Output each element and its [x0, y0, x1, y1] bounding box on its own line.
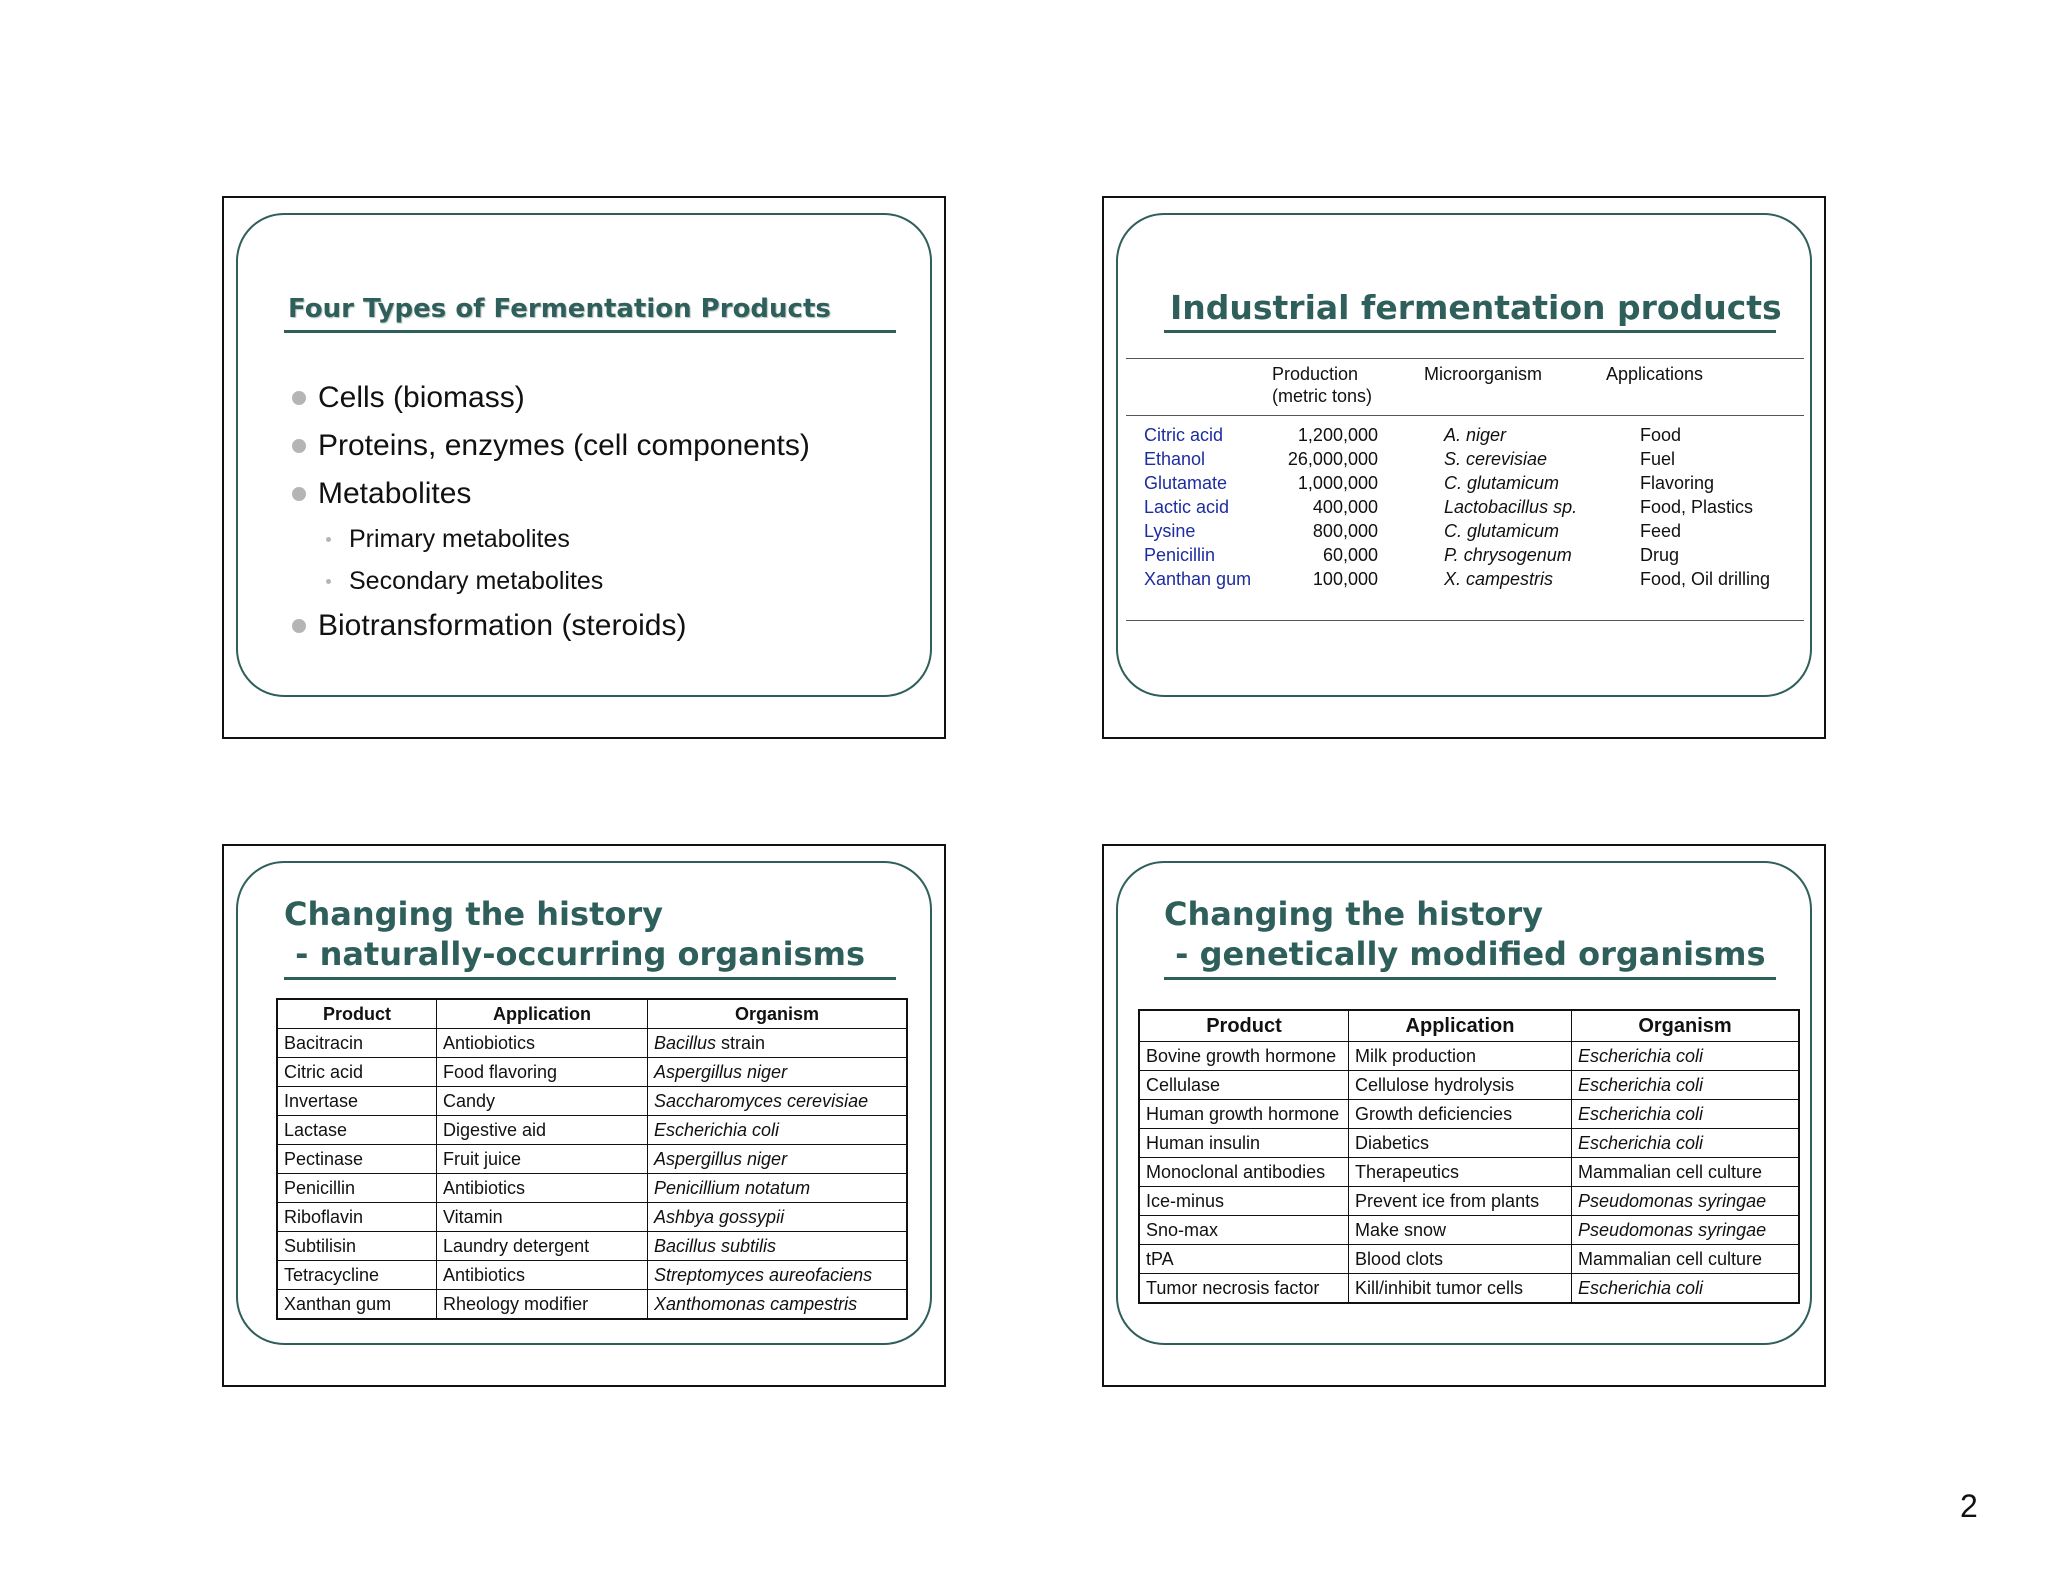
table-header-row	[277, 999, 907, 1029]
bullet-text: Cells (biomass)	[318, 381, 525, 414]
sub-bullet-item	[292, 518, 810, 560]
table-row: tPA Blood clots Mammalian cell culture	[1139, 1245, 1799, 1274]
table-header-row	[1126, 359, 1804, 416]
bullet-text: Proteins, enzymes (cell components)	[318, 429, 810, 462]
table-row: Ethanol 26,000,000 S. cerevisiae Fuel	[1144, 449, 1676, 469]
bullet-dot-icon	[292, 391, 306, 405]
slide-title	[1164, 894, 1766, 974]
sub-bullet-dot-icon	[326, 579, 331, 584]
bullet-item	[292, 374, 810, 422]
natural-organisms-table	[276, 998, 908, 1320]
header-cell: Organism	[1572, 1010, 1800, 1042]
header-cell: Production (metric tons)	[1272, 364, 1373, 406]
bullet-dot-icon	[292, 619, 306, 633]
header-cell: Application	[1349, 1010, 1572, 1042]
table-row: Tetracycline Antibiotics Streptomyces aureofaciens	[277, 1261, 907, 1290]
title-underline	[284, 977, 896, 980]
header-cell: Application	[437, 999, 648, 1029]
bullet-dot-icon	[292, 487, 306, 501]
title-line: Changing the history	[1164, 895, 1543, 933]
table-header-row	[1139, 1010, 1799, 1042]
title-underline	[1164, 330, 1776, 333]
header-cell	[1126, 359, 1266, 416]
bullet-text: Biotransformation (steroids)	[318, 609, 687, 642]
slide-title	[284, 894, 865, 974]
table-row: Penicillin 60,000 P. chrysogenum Drug	[1144, 545, 1680, 565]
slide-2	[1102, 196, 1826, 739]
bullet-text: Primary metabolites	[349, 524, 570, 553]
bullet-dot-icon	[292, 439, 306, 453]
sub-bullet-item	[292, 560, 810, 602]
industrial-products-table	[1126, 358, 1804, 621]
title-line: - genetically modified organisms	[1164, 935, 1766, 973]
header-cell: Applications	[1606, 364, 1704, 384]
slide-3	[222, 844, 946, 1387]
table-row: Human insulin Diabetics Escherichia coli	[1139, 1129, 1799, 1158]
table-row: Xanthan gum 100,000 X. campestris Food, Oil drilling	[1126, 567, 1804, 621]
slide-4	[1102, 844, 1826, 1387]
sub-bullet-dot-icon	[326, 537, 331, 542]
table-row: Cellulase Cellulose hydrolysis Escherichia coli	[1139, 1071, 1799, 1100]
title-underline	[284, 330, 896, 333]
table-row: Bacitracin Antiobiotics Bacillus strain	[277, 1029, 907, 1058]
bullet-list	[292, 374, 810, 650]
table-row: Xanthan gum Rheology modifier Xanthomonas campestris	[277, 1290, 907, 1320]
table-row: Monoclonal antibodies Therapeutics Mammalian cell culture	[1139, 1158, 1799, 1187]
bullet-item	[292, 470, 810, 518]
table-row: Bovine growth hormone Milk production Escherichia coli	[1139, 1042, 1799, 1071]
header-cell: Microorganism	[1424, 364, 1543, 384]
bullet-text: Metabolites	[318, 477, 472, 510]
table-row: Lactic acid 400,000 Lactobacillus sp. Food, Plastics	[1144, 497, 1754, 517]
bullet-item	[292, 602, 810, 650]
table-row: Invertase Candy Saccharomyces cerevisiae	[277, 1087, 907, 1116]
slide-title: Four Types of Fermentation Products	[288, 294, 831, 324]
table-row: Pectinase Fruit juice Aspergillus niger	[277, 1145, 907, 1174]
table-row: Subtilisin Laundry detergent Bacillus subtilis	[277, 1232, 907, 1261]
table-row: Lysine 800,000 C. glutamicum Feed	[1144, 521, 1682, 541]
table-row: Penicillin Antibiotics Penicillium notatum	[277, 1174, 907, 1203]
bullet-item	[292, 422, 810, 470]
bullet-text: Secondary metabolites	[349, 566, 604, 595]
title-underline	[1164, 977, 1776, 980]
gmo-table	[1138, 1009, 1800, 1304]
table-row: Lactase Digestive aid Escherichia coli	[277, 1116, 907, 1145]
title-line: - naturally-occurring organisms	[284, 935, 865, 973]
table-row: Citric acid Food flavoring Aspergillus niger	[277, 1058, 907, 1087]
slide-title: Industrial fermentation products	[1170, 288, 1782, 327]
table-row: Riboflavin Vitamin Ashbya gossypii	[277, 1203, 907, 1232]
header-cell: Product	[277, 999, 437, 1029]
slide-1	[222, 196, 946, 739]
header-cell: Organism	[648, 999, 908, 1029]
table-row: Human growth hormone Growth deficiencies Escherichia coli	[1139, 1100, 1799, 1129]
table-row: Citric acid 1,200,000 A. niger Food	[1144, 425, 1682, 445]
table-row: Ice-minus Prevent ice from plants Pseudomonas syringae	[1139, 1187, 1799, 1216]
table-row: Glutamate 1,000,000 C. glutamicum Flavoring	[1144, 473, 1715, 493]
header-cell: Product	[1139, 1010, 1349, 1042]
table-row: Sno-max Make snow Pseudomonas syringae	[1139, 1216, 1799, 1245]
table-row: Tumor necrosis factor Kill/inhibit tumor cells Escherichia coli	[1139, 1274, 1799, 1304]
page-number: 2	[1960, 1488, 1978, 1524]
title-line: Changing the history	[284, 895, 663, 933]
